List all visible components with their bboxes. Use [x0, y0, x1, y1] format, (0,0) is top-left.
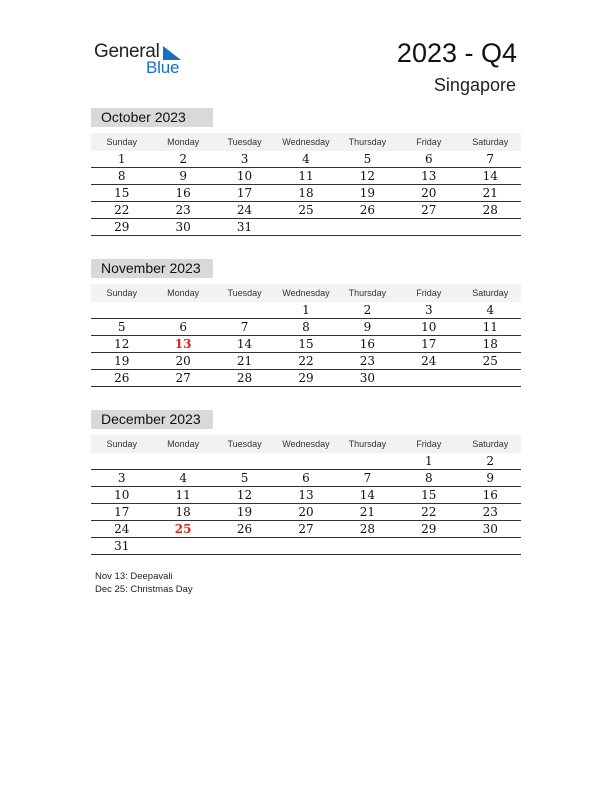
- weekday-label: Sunday: [106, 288, 137, 298]
- week-row: [91, 538, 521, 555]
- day-cell: 23: [175, 203, 191, 217]
- weekday-label: Tuesday: [227, 137, 262, 147]
- weekday-label: Tuesday: [227, 288, 262, 298]
- day-cell: 24: [114, 522, 130, 536]
- weekday-label: Monday: [167, 439, 200, 449]
- day-cell: 11: [298, 169, 314, 183]
- day-cell: 9: [179, 169, 187, 183]
- day-cell: 15: [298, 337, 314, 351]
- day-cell: 31: [114, 539, 130, 553]
- day-cell: 5: [363, 152, 372, 166]
- day-cell: 25: [298, 203, 314, 217]
- country-name: Singapore: [433, 75, 516, 95]
- logo: [94, 41, 194, 81]
- day-cell: [152, 453, 213, 469]
- month-october: [91, 108, 521, 236]
- day-cell: [214, 302, 275, 318]
- day-cell: 12: [114, 337, 130, 351]
- day-cell: 26: [236, 522, 253, 536]
- week-row: [91, 185, 521, 202]
- weekday-label: Monday: [167, 137, 200, 147]
- holiday-note: Dec 25: Christmas Day: [95, 584, 193, 595]
- weekday-label: Friday: [416, 288, 442, 298]
- day-cell: 26: [114, 371, 130, 385]
- day-cell: [275, 538, 336, 554]
- weekday-label: Wednesday: [282, 137, 330, 147]
- week-row: [91, 470, 521, 487]
- month-title: December 2023: [91, 410, 213, 429]
- day-cell: 8: [117, 169, 126, 183]
- day-cell: 30: [359, 371, 376, 385]
- day-cell: [398, 219, 459, 235]
- day-cell: [91, 302, 152, 318]
- day-cell: 29: [421, 522, 437, 536]
- day-cell: 12: [359, 169, 376, 183]
- weekday-header-row: [91, 133, 521, 151]
- month-december: [91, 410, 521, 555]
- day-cell: [460, 538, 521, 554]
- day-cell: 15: [421, 488, 437, 502]
- weekday-label: Saturday: [472, 137, 509, 147]
- weekday-label: Saturday: [472, 288, 509, 298]
- weekday-label: Friday: [416, 439, 442, 449]
- day-cell: 23: [482, 505, 498, 519]
- day-cell: [214, 538, 275, 554]
- day-cell: 6: [302, 471, 310, 485]
- day-cell: 5: [117, 320, 126, 334]
- weekday-label: Wednesday: [282, 439, 330, 449]
- day-cell: 28: [359, 522, 376, 536]
- day-cell: [398, 538, 459, 554]
- week-row: [91, 151, 521, 168]
- weekday-label: Thursday: [348, 288, 387, 298]
- week-row: [91, 370, 521, 387]
- day-cell: 16: [175, 186, 191, 200]
- day-cell: [152, 538, 213, 554]
- day-cell: 10: [236, 169, 253, 183]
- day-cell: [275, 219, 336, 235]
- day-cell: 24: [236, 203, 253, 217]
- day-cell: 8: [425, 471, 433, 485]
- day-cell: 3: [425, 303, 433, 317]
- day-cell: 6: [425, 152, 433, 166]
- day-cell: 17: [236, 186, 253, 200]
- day-cell: 20: [421, 186, 437, 200]
- day-cell: 10: [421, 320, 437, 334]
- day-cell: 20: [298, 505, 314, 519]
- day-cell: 21: [482, 186, 498, 200]
- day-cell: 2: [363, 303, 372, 317]
- day-cell: 17: [114, 505, 130, 519]
- month-november: [91, 259, 521, 387]
- day-cell: 1: [117, 152, 126, 166]
- day-cell: 27: [421, 203, 437, 217]
- weekday-label: Monday: [167, 288, 200, 298]
- month-title: November 2023: [91, 259, 213, 278]
- day-cell: 18: [482, 337, 498, 351]
- day-cell: 29: [298, 371, 314, 385]
- day-cell: 10: [114, 488, 130, 502]
- day-cell: [337, 453, 398, 469]
- day-cell: 31: [236, 220, 253, 234]
- logo-text-blue: Blue: [146, 58, 180, 77]
- week-row: [91, 453, 521, 470]
- day-cell: 5: [240, 471, 249, 485]
- day-cell: 26: [359, 203, 376, 217]
- day-cell: 7: [240, 320, 249, 334]
- week-row: [91, 504, 521, 521]
- day-cell: 22: [421, 505, 437, 519]
- day-cell: [398, 370, 459, 386]
- day-cell: 11: [482, 320, 498, 334]
- day-cell: [337, 538, 398, 554]
- weekday-label: Thursday: [348, 439, 387, 449]
- week-row: [91, 302, 521, 319]
- weekday-label: Friday: [416, 137, 442, 147]
- day-cell: 28: [482, 203, 498, 217]
- weekday-label: Sunday: [106, 137, 137, 147]
- weekday-label: Sunday: [106, 439, 137, 449]
- day-cell: 12: [236, 488, 253, 502]
- day-cell: 9: [363, 320, 372, 334]
- day-cell: 8: [302, 320, 310, 334]
- day-cell: 17: [421, 337, 437, 351]
- day-cell: 2: [179, 152, 187, 166]
- day-cell: 16: [359, 337, 376, 351]
- day-cell: 28: [236, 371, 253, 385]
- day-cell: 20: [175, 354, 191, 368]
- month-title: October 2023: [91, 108, 213, 127]
- day-cell: 9: [486, 471, 495, 485]
- week-row: [91, 353, 521, 370]
- weekday-label: Tuesday: [227, 439, 262, 449]
- weekday-label: Saturday: [472, 439, 509, 449]
- day-cell: 14: [482, 169, 498, 183]
- day-cell: 13: [174, 337, 192, 351]
- day-cell: [337, 219, 398, 235]
- day-cell: [214, 453, 275, 469]
- logo-text-general: General: [94, 41, 160, 62]
- day-cell: 19: [236, 505, 253, 519]
- day-cell: 23: [359, 354, 376, 368]
- holiday-note: Nov 13: Deepavali: [95, 571, 173, 582]
- week-row: [91, 319, 521, 336]
- day-cell: 16: [482, 488, 498, 502]
- day-cell: [460, 219, 521, 235]
- day-cell: 18: [298, 186, 314, 200]
- day-cell: 13: [298, 488, 314, 502]
- week-row: [91, 487, 521, 504]
- weekday-header-row: [91, 284, 521, 302]
- day-cell: 27: [298, 522, 314, 536]
- day-cell: 25: [482, 354, 498, 368]
- day-cell: 1: [425, 454, 433, 468]
- day-cell: 4: [486, 303, 495, 317]
- day-cell: [275, 453, 336, 469]
- day-cell: 27: [175, 371, 191, 385]
- day-cell: 29: [114, 220, 130, 234]
- day-cell: 30: [175, 220, 191, 234]
- day-cell: 3: [240, 152, 249, 166]
- day-cell: 15: [114, 186, 130, 200]
- day-cell: 24: [421, 354, 437, 368]
- day-cell: 3: [117, 471, 126, 485]
- day-cell: 18: [175, 505, 191, 519]
- day-cell: 22: [298, 354, 314, 368]
- week-row: [91, 336, 521, 353]
- day-cell: 21: [359, 505, 376, 519]
- day-cell: 19: [359, 186, 376, 200]
- page-title: 2023 - Q4: [396, 38, 517, 68]
- week-row: [91, 219, 521, 236]
- day-cell: 25: [174, 522, 192, 536]
- day-cell: [91, 453, 152, 469]
- day-cell: 4: [302, 152, 310, 166]
- weekday-label: Thursday: [348, 137, 387, 147]
- holiday-notes: [95, 570, 193, 596]
- day-cell: 22: [114, 203, 130, 217]
- day-cell: 30: [482, 522, 498, 536]
- day-cell: 14: [236, 337, 253, 351]
- day-cell: 7: [486, 152, 495, 166]
- day-cell: 11: [175, 488, 191, 502]
- week-row: [91, 168, 521, 185]
- day-cell: 4: [179, 471, 187, 485]
- day-cell: 21: [236, 354, 253, 368]
- day-cell: 6: [179, 320, 187, 334]
- day-cell: 14: [359, 488, 376, 502]
- day-cell: 7: [363, 471, 372, 485]
- day-cell: 1: [302, 303, 310, 317]
- day-cell: [460, 370, 521, 386]
- week-row: [91, 202, 521, 219]
- weekday-label: Wednesday: [282, 288, 330, 298]
- weekday-header-row: [91, 435, 521, 453]
- day-cell: [152, 302, 213, 318]
- day-cell: 13: [421, 169, 437, 183]
- day-cell: 2: [486, 454, 495, 468]
- day-cell: 19: [114, 354, 130, 368]
- week-row: [91, 521, 521, 538]
